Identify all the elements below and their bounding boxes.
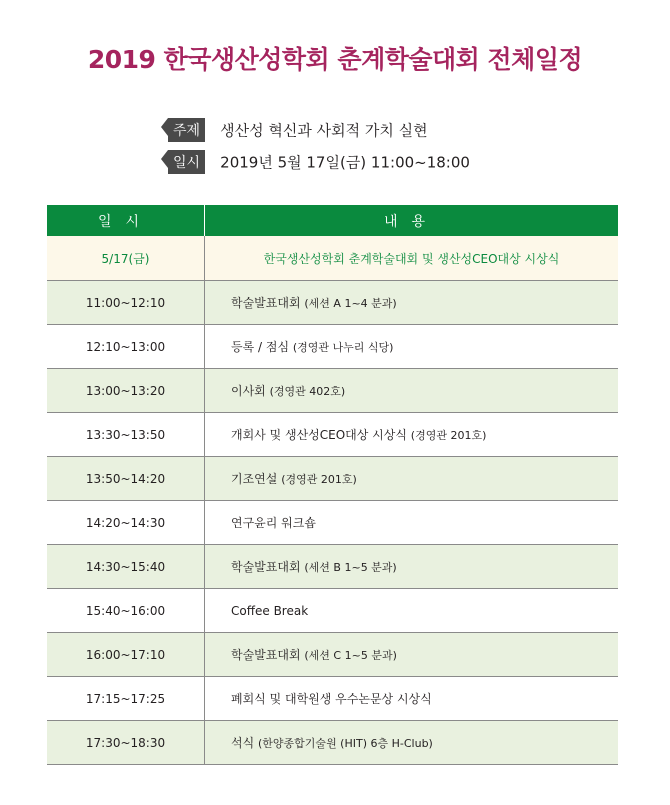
row-content — [205, 325, 619, 369]
row-content — [205, 677, 619, 721]
row-time: 14:30~15:40 — [47, 545, 205, 589]
table-row — [47, 721, 618, 765]
row-content — [205, 721, 619, 765]
row-sub: (경영관 402호) — [269, 385, 346, 398]
row-time: 17:15~17:25 — [47, 677, 205, 721]
table-row — [47, 677, 618, 721]
theme-tag: 주제 — [168, 118, 205, 142]
row-time: 12:10~13:00 — [47, 325, 205, 369]
row-main: 등록 / 점심 — [231, 340, 290, 354]
row-main: 학술발표대회 — [231, 560, 301, 574]
header-time: 일시 — [47, 205, 205, 236]
row-time: 16:00~17:10 — [47, 633, 205, 677]
header-content: 내용 — [205, 205, 619, 236]
row-time: 13:30~13:50 — [47, 413, 205, 457]
schedule-table — [47, 205, 618, 765]
row-sub: (세션 B 1~5 분과) — [304, 561, 397, 574]
row-sub: (경영관 201호) — [410, 429, 487, 442]
row-main: 폐회식 및 대학원생 우수논문상 시상식 — [231, 692, 432, 706]
table-row — [47, 501, 618, 545]
row-sub: (경영관 나누리 식당) — [292, 341, 394, 354]
table-row — [47, 413, 618, 457]
table-row — [47, 281, 618, 325]
date-value: 2019년 5월 17일(금) 11:00~18:00 — [220, 153, 470, 172]
row-content — [205, 545, 619, 589]
date-line — [168, 150, 470, 174]
row-main: 석식 — [231, 736, 255, 750]
row-time: 17:30~18:30 — [47, 721, 205, 765]
table-row — [47, 457, 618, 501]
row-content — [205, 413, 619, 457]
date-tag: 일시 — [168, 150, 205, 174]
table-row — [47, 369, 618, 413]
row-main: 기조연설 — [231, 472, 278, 486]
day-date: 5/17(금) — [47, 236, 205, 281]
row-main: 개회사 및 생산성CEO대상 시상식 — [231, 428, 407, 442]
row-main: 연구윤리 워크숍 — [231, 516, 316, 530]
row-sub: (세션 A 1~4 분과) — [304, 297, 397, 310]
day-row — [47, 236, 618, 281]
row-content — [205, 589, 619, 633]
theme-value: 생산성 혁신과 사회적 가치 실현 — [220, 121, 428, 140]
table-row — [47, 325, 618, 369]
row-content — [205, 457, 619, 501]
row-content — [205, 501, 619, 545]
day-event: 한국생산성학회 춘계학술대회 및 생산성CEO대상 시상식 — [205, 236, 619, 281]
row-main: Coffee Break — [231, 603, 309, 618]
row-sub: (경영관 201호) — [281, 473, 357, 486]
table-header-row — [47, 205, 618, 236]
table-row — [47, 633, 618, 677]
table-row — [47, 545, 618, 589]
row-content — [205, 281, 619, 325]
theme-line — [168, 118, 428, 142]
row-sub: (한양종합기술원 (HIT) 6층 H-Club) — [258, 737, 433, 750]
table-row — [47, 589, 618, 633]
page-title: 2019 한국생산성학회 춘계학술대회 전체일정 — [87, 45, 583, 74]
row-content — [205, 369, 619, 413]
row-sub: (세션 C 1~5 분과) — [304, 649, 397, 662]
row-time: 13:00~13:20 — [47, 369, 205, 413]
row-main: 학술발표대회 — [231, 648, 301, 662]
row-time: 15:40~16:00 — [47, 589, 205, 633]
row-time: 13:50~14:20 — [47, 457, 205, 501]
row-main: 학술발표대회 — [231, 296, 301, 310]
row-content — [205, 633, 619, 677]
row-time: 11:00~12:10 — [47, 281, 205, 325]
row-main: 이사회 — [231, 384, 266, 398]
row-time: 14:20~14:30 — [47, 501, 205, 545]
